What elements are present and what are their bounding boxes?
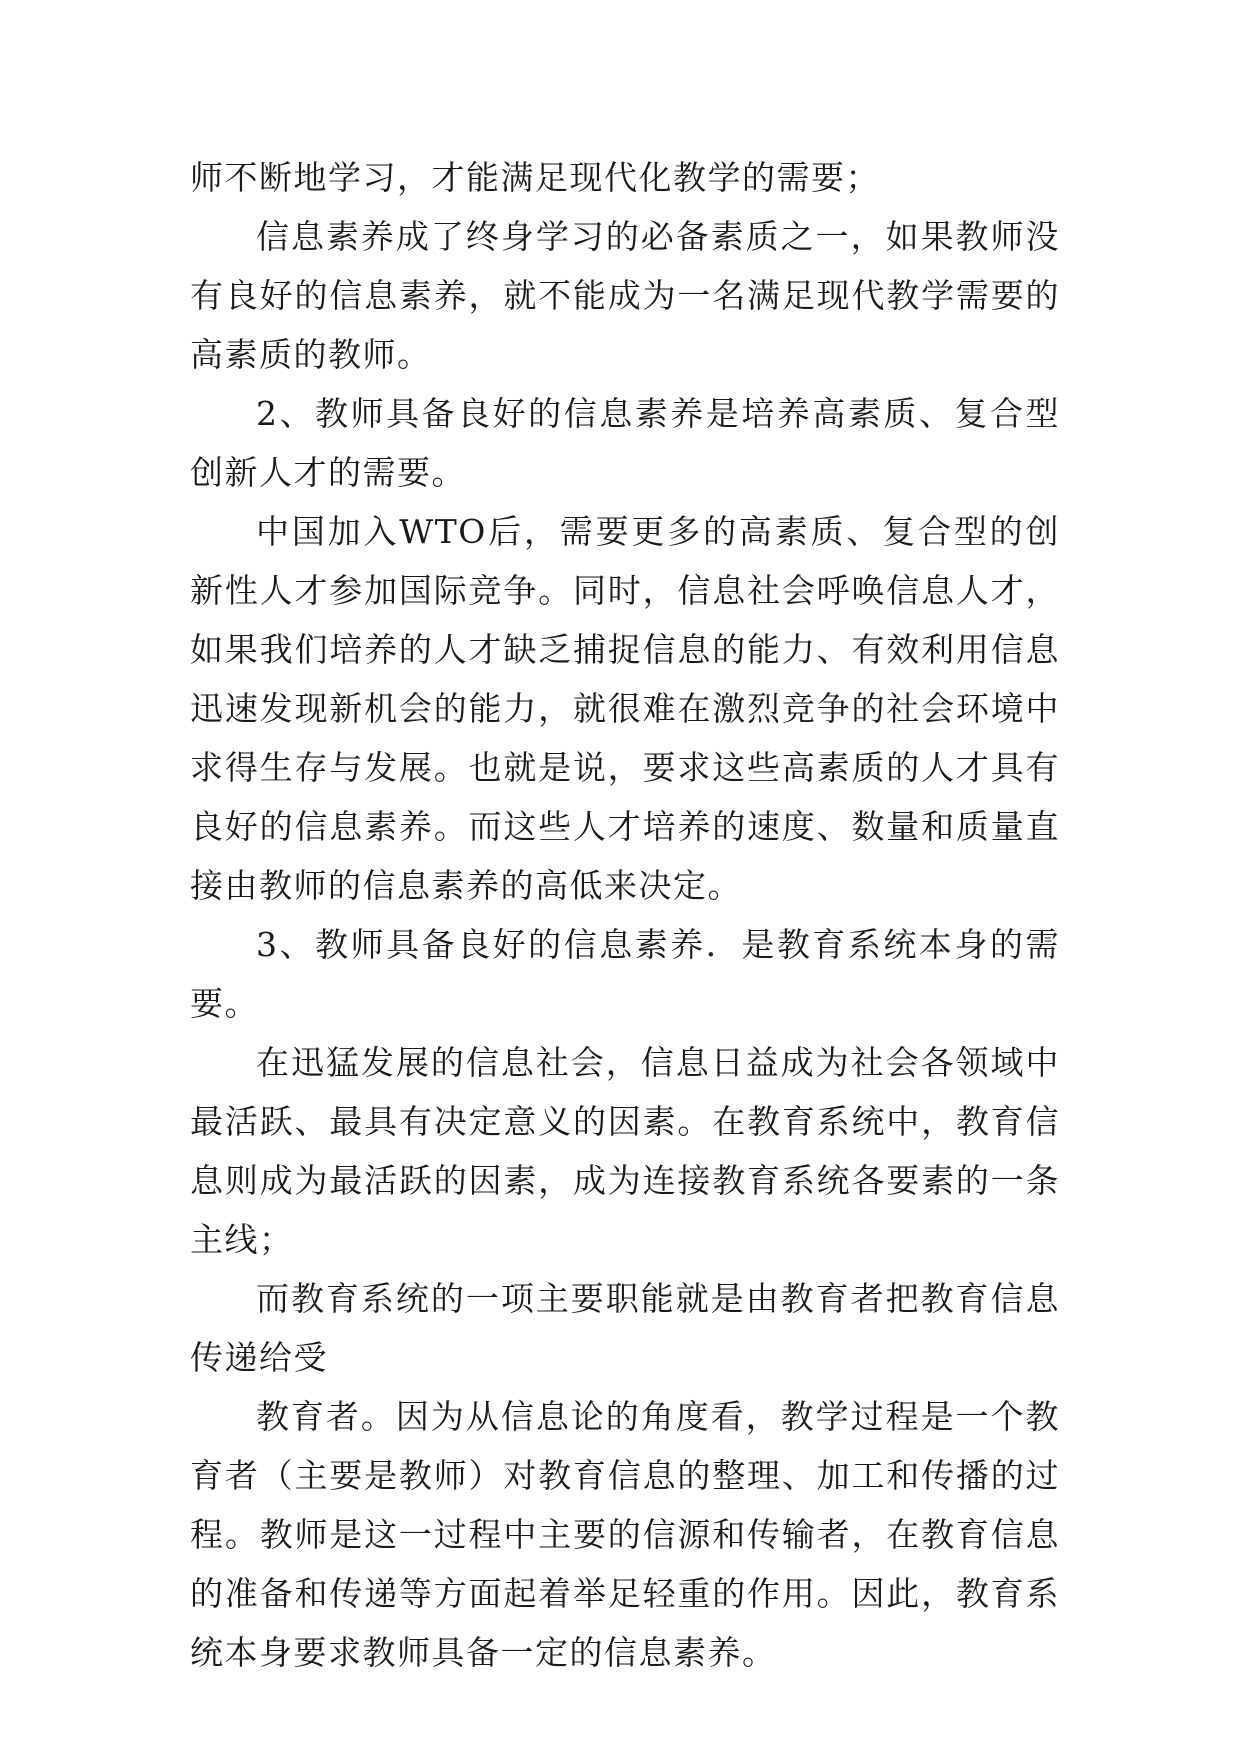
document-page: [190, 148, 1060, 1682]
paragraph-heading-2: 2、教师具备良好的信息素养是培养高素质、复合型创新人才的需要。: [190, 394, 1060, 492]
paragraph-heading-3: 3、教师具备良好的信息素养．是教育系统本身的需要。: [190, 925, 1060, 1023]
paragraph-education-function: 而教育系统的一项主要职能就是由教育者把教育信息传递给受: [190, 1279, 1060, 1377]
paragraph-continuation: 师不断地学习，才能满足现代化教学的需要；: [190, 158, 880, 197]
paragraph-wto: 中国加入WTO后，需要更多的高素质、复合型的创新性人才参加国际竞争。同时，信息社会呼唤信息人才，如果我们培养的人才缺乏捕捉信息的能力、有效利用信息迅速发现新机会的能力，就很难在激烈竞争的社会环境中求得生存与发展。也就是说，要求这些高素质的人才具有良好的信息素养。而这些人才培养的速度、数量和质量直接由教师的信息素养的高低来决定。: [190, 512, 1060, 905]
paragraph-educated: 教育者。因为从信息论的角度看，教学过程是一个教育者（主要是教师）对教育信息的整理、加工和传播的过程。教师是这一过程中主要的信源和传输者，在教育信息的准备和传递等方面起着举足轻重的作用。因此，教育系统本身要求教师具备一定的信息素养。: [190, 1397, 1060, 1672]
paragraph-info-literacy-lifelong: 信息素养成了终身学习的必备素质之一，如果教师没有良好的信息素养，就不能成为一名满足现代教学需要的高素质的教师。: [190, 217, 1060, 374]
paragraph-info-society: 在迅猛发展的信息社会，信息日益成为社会各领域中最活跃、最具有决定意义的因素。在教育系统中，教育信息则成为最活跃的因素，成为连接教育系统各要素的一条主线；: [190, 1043, 1060, 1259]
